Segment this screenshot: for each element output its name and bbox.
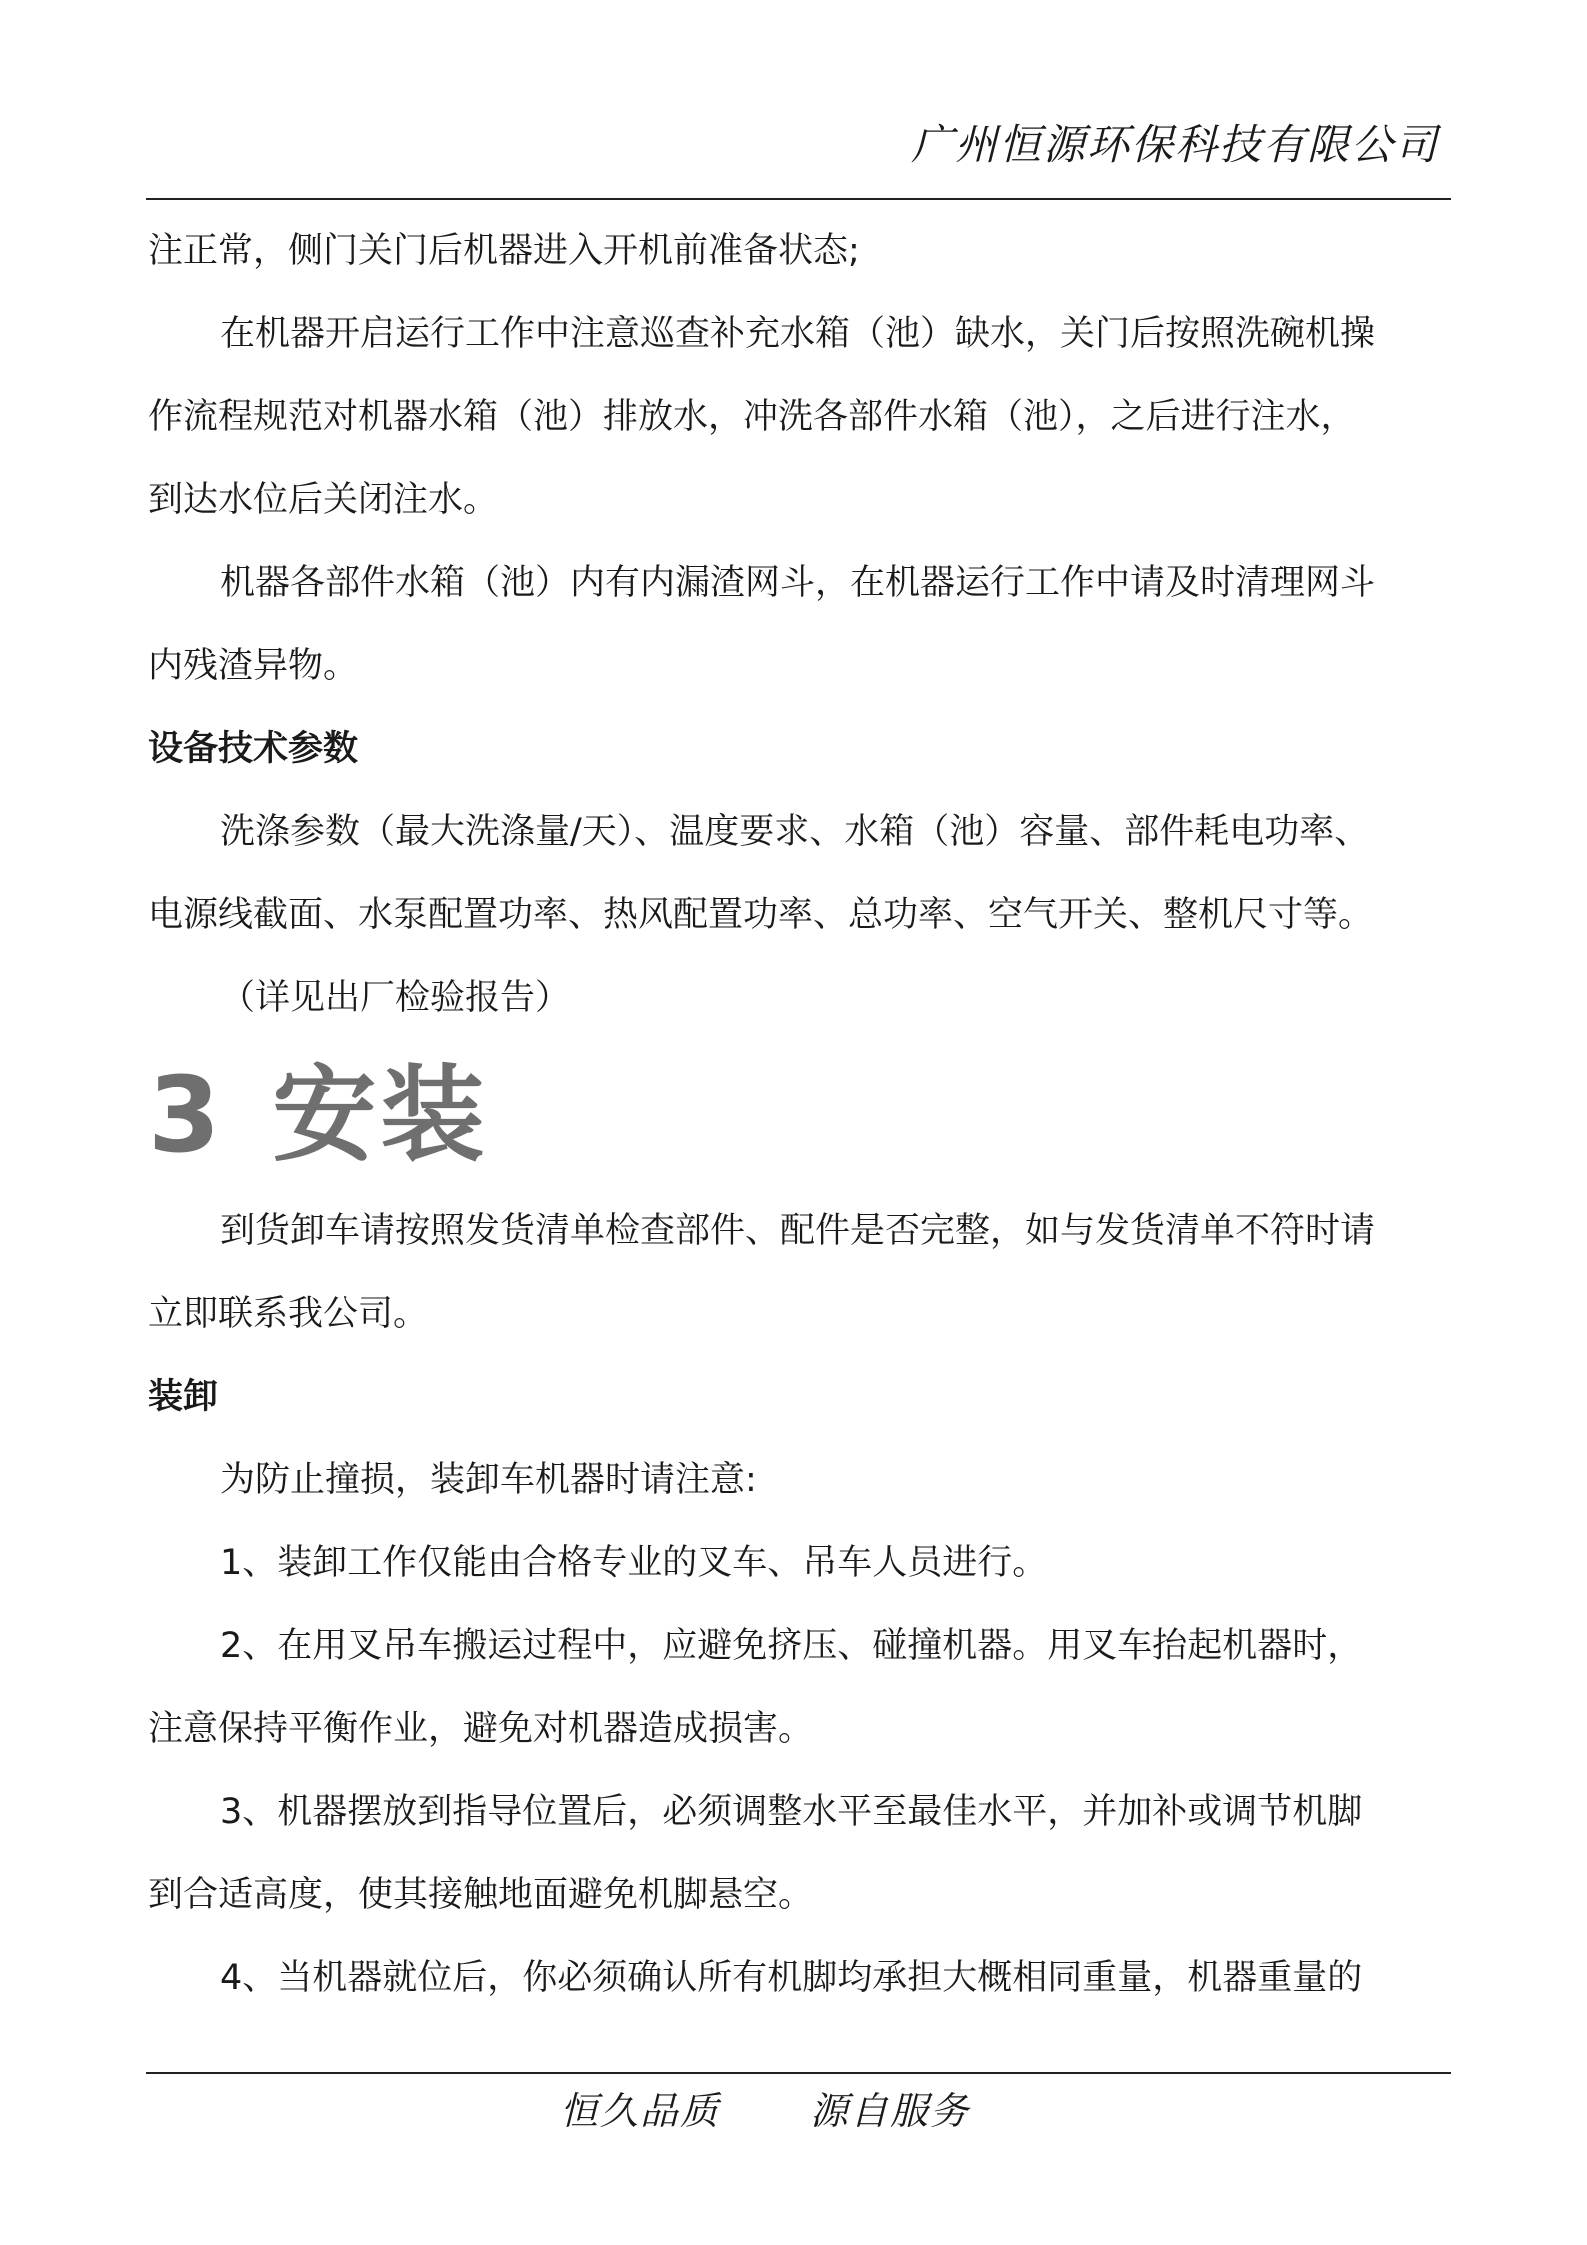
subheading-loading: 装卸 xyxy=(148,1377,219,1417)
paragraph-line: 到达水位后关闭注水。 xyxy=(148,480,499,520)
list-item: 1、装卸工作仅能由合格专业的叉车、吊车人员进行。 xyxy=(220,1543,1048,1583)
list-item-continued: 注意保持平衡作业，避免对机器造成损害。 xyxy=(148,1709,814,1749)
footer-divider xyxy=(146,2072,1451,2074)
list-item: 4、当机器就位后，你必须确认所有机脚均承担大概相同重量，机器重量的 xyxy=(220,1958,1363,1998)
page-content xyxy=(148,210,1456,2020)
paragraph-line: 注正常，侧门关门后机器进入开机前准备状态; xyxy=(148,231,860,271)
footer-slogan xyxy=(560,2080,970,2135)
list-item: 2、在用叉吊车搬运过程中，应避免挤压、碰撞机器。用叉车抬起机器时， xyxy=(220,1626,1363,1666)
paragraph-line: 为防止撞损，装卸车机器时请注意: xyxy=(220,1460,757,1500)
paragraph-line: 机器各部件水箱（池）内有内漏渣网斗，在机器运行工作中请及时清理网斗 xyxy=(220,563,1376,603)
paragraph-line: 立即联系我公司。 xyxy=(148,1294,429,1334)
paragraph-line: 作流程规范对机器水箱（池）排放水，冲洗各部件水箱（池），之后进行注水， xyxy=(148,397,1356,437)
paragraph-line: （详见出厂检验报告） xyxy=(220,978,571,1018)
list-item: 3、机器摆放到指导位置后，必须调整水平至最佳水平，并加补或调节机脚 xyxy=(220,1792,1363,1832)
list-item-continued: 到合适高度，使其接触地面避免机脚悬空。 xyxy=(148,1875,814,1915)
section-number: 3 xyxy=(148,1054,225,1176)
paragraph-line: 电源线截面、水泵配置功率、热风配置功率、总功率、空气开关、整机尺寸等。 xyxy=(148,895,1374,935)
paragraph-line: 内残渣异物。 xyxy=(148,646,359,686)
page-header-company: 广州恒源环保科技有限公司 xyxy=(910,120,1439,169)
paragraph-line: 在机器开启运行工作中注意巡查补充水箱（池）缺水，关门后按照洗碗机操 xyxy=(220,314,1376,354)
footer-slogan-right: 源自服务 xyxy=(810,2089,971,2133)
footer-slogan-left: 恒久品质 xyxy=(560,2089,721,2133)
paragraph-line: 到货卸车请按照发货清单检查部件、配件是否完整，如与发货清单不符时请 xyxy=(220,1211,1376,1251)
paragraph-line: 洗涤参数（最大洗涤量/天）、温度要求、水箱（池）容量、部件耗电功率、 xyxy=(220,812,1370,852)
section-title: 安装 xyxy=(272,1054,489,1176)
section-heading xyxy=(148,1040,1456,1190)
header-divider xyxy=(146,198,1451,200)
subheading-tech-params: 设备技术参数 xyxy=(148,729,359,769)
